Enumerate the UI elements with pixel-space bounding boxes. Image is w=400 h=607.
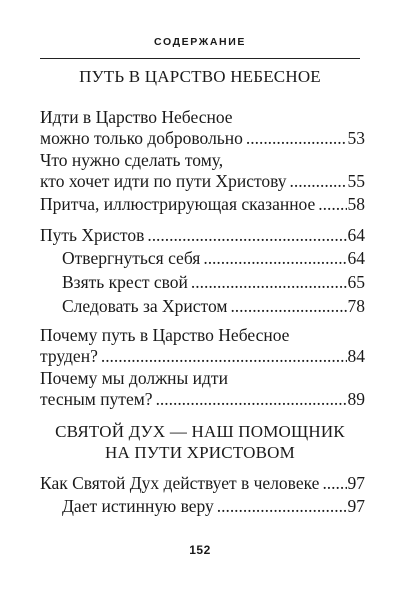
dot-leader — [191, 272, 347, 293]
section-title-line: СВЯТОЙ ДУХ — НАШ ПОМОЩНИК — [55, 422, 345, 441]
running-head: СОДЕРЖАНИЕ — [154, 36, 246, 48]
toc-entry-text: Следовать за Христом — [62, 296, 228, 316]
toc-page-number: 64 — [347, 248, 365, 268]
toc-entry[interactable] — [40, 473, 365, 494]
toc-page-number: 78 — [347, 296, 365, 316]
toc-entry-text: можно только добровольно — [40, 128, 243, 148]
toc-subentry[interactable] — [62, 248, 365, 269]
toc-page-number: 65 — [347, 272, 365, 292]
page-number: 152 — [189, 543, 211, 557]
toc-page-number: 97 — [347, 473, 365, 493]
toc-entry-text: Взять крест свой — [62, 272, 188, 292]
toc-entry-text: Путь Христов — [40, 225, 145, 245]
toc-page-number: 84 — [347, 346, 365, 366]
dot-leader — [203, 248, 346, 269]
toc-subentry[interactable] — [62, 496, 365, 517]
toc-entry-text: труден? — [40, 346, 98, 366]
toc-entry-text: Отвергнуться себя — [62, 248, 201, 268]
toc-entry-text: кто хочет идти по пути Христову — [40, 171, 287, 191]
dot-leader — [101, 346, 347, 367]
toc-entry-text: Почему мы должны идти — [40, 368, 228, 388]
toc-entry[interactable] — [40, 107, 365, 149]
toc-page-number: 64 — [347, 225, 365, 245]
section-title-line: НА ПУТИ ХРИСТОВОМ — [105, 443, 295, 462]
dot-leader — [322, 473, 346, 494]
section-title-line: ПУТЬ В ЦАРСТВО НЕБЕСНОЕ — [79, 67, 321, 86]
dot-leader — [290, 171, 347, 192]
toc-page-number: 97 — [347, 496, 365, 516]
toc-subentry[interactable] — [62, 272, 365, 293]
section-title-holy-spirit — [40, 421, 360, 463]
toc-entry[interactable] — [40, 150, 365, 192]
dot-leader — [217, 496, 347, 517]
toc-entry-text: тесным путем? — [40, 389, 153, 409]
toc-entry-text: Как Святой Дух действует в человеке — [40, 473, 320, 493]
toc-entry[interactable] — [40, 325, 365, 367]
toc-entry[interactable] — [40, 194, 365, 215]
dot-leader — [318, 194, 346, 215]
toc-entry[interactable] — [40, 368, 365, 410]
toc-page-number: 89 — [347, 389, 365, 409]
toc-entry[interactable] — [40, 225, 365, 246]
toc-page-number: 55 — [347, 171, 365, 191]
dot-leader — [230, 296, 346, 317]
toc-page-number: 58 — [347, 194, 365, 214]
toc-entry-text: Что нужно сделать тому, — [40, 150, 224, 170]
section-title-path-to-kingdom — [40, 66, 360, 87]
dot-leader — [246, 128, 347, 149]
toc-page-number: 53 — [347, 128, 365, 148]
toc-entry-text: Притча, иллюстрирующая сказанное — [40, 194, 316, 214]
toc-entry-text: Почему путь в Царство Небесное — [40, 325, 290, 345]
dot-leader — [147, 225, 346, 246]
dot-leader — [156, 389, 347, 410]
header-rule — [40, 58, 360, 59]
toc-entry-text: Дает истинную веру — [62, 496, 214, 516]
toc-subentry[interactable] — [62, 296, 365, 317]
toc-entry-text: Идти в Царство Небесное — [40, 107, 233, 127]
